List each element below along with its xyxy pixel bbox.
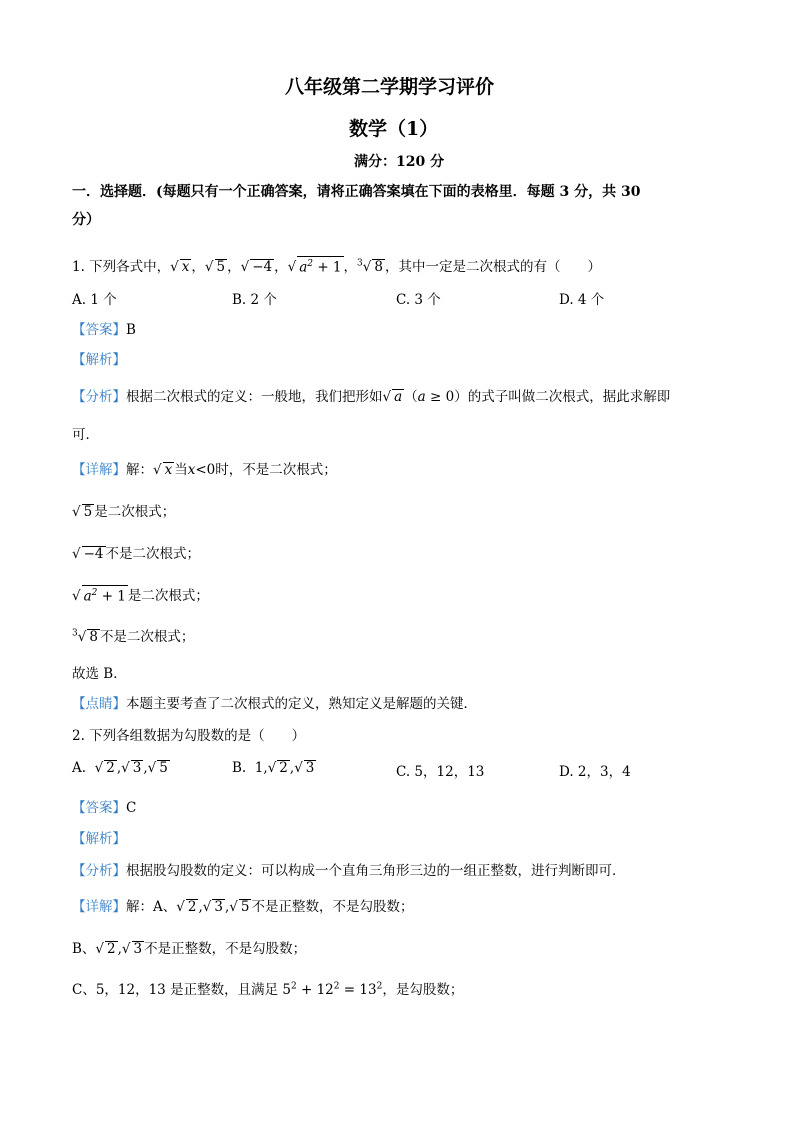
detail-tag-2: 【详解】 bbox=[72, 899, 126, 915]
fenxi-tag-2: 【分析】 bbox=[72, 863, 126, 879]
q1-detail-5: $^3$√ 8 不是二次根式； bbox=[72, 628, 195, 645]
q1-stem: 1. 下列各式中，√ x ，√ 5 ，√ −4 ，√ $a^2 + 1$ ，$^3$√ 8 ，其中一定是二次根式的有（ ） bbox=[72, 255, 601, 275]
q2-detail-c-prefix: C、5，12，13 是正整数，且满足 bbox=[72, 982, 279, 998]
q2-option-c: C. 5，12，13 bbox=[396, 764, 485, 780]
q1-option-b: B. 2 个 bbox=[232, 292, 277, 308]
q2-fenxi-text: 根据股勾股数的定义：可以构成一个直角三角形三边的一组正整数，进行判断即可． bbox=[126, 863, 626, 879]
q1-stem-suffix: ，其中一定是二次根式的有（ ） bbox=[384, 259, 601, 275]
q1-point bbox=[72, 692, 477, 712]
q1-detail-1a: 解： bbox=[126, 462, 153, 478]
q1-option-d: D. 4 个 bbox=[559, 292, 605, 308]
q1-fenxi-line2: 可． bbox=[72, 427, 99, 443]
q2-detail-b: B、√ 2 ,√ 3 不是正整数，不是勾股数； bbox=[72, 941, 307, 957]
q2-option-d: D. 2，3，4 bbox=[559, 764, 631, 780]
q1-detail-3: √ −4 不是二次根式； bbox=[72, 546, 201, 562]
fenxi-tag: 【分析】 bbox=[72, 389, 126, 405]
q1-detail-6: 故选 B． bbox=[72, 666, 127, 682]
detail-tag: 【详解】 bbox=[72, 462, 126, 478]
q1-detail-2: √ 5 是二次根式； bbox=[72, 504, 176, 520]
full-score: 满分：120 分 bbox=[354, 154, 445, 170]
q1-stem-prefix: 1. 下列各式中， bbox=[72, 259, 171, 275]
point-tag: 【点睛】 bbox=[72, 696, 126, 712]
q2-answer bbox=[72, 796, 136, 816]
q1-fenxi-text1: 根据二次根式的定义：一般地，我们把形如 bbox=[126, 389, 383, 405]
q1-detail-5-text: 不是二次根式； bbox=[99, 629, 195, 645]
q1-option-c: C. 3 个 bbox=[396, 292, 441, 308]
q1-point-text: 本题主要考查了二次根式的定义，熟知定义是解题的关键． bbox=[126, 696, 477, 712]
q1-fenxi: 【分析】根据二次根式的定义：一般地，我们把形如√ a （a ≥ 0）的式子叫做二次根式，据此求解即 bbox=[72, 389, 671, 405]
q2-analysis-tag: 【解析】 bbox=[72, 831, 126, 847]
q2-answer-value: C bbox=[126, 800, 137, 816]
answer-tag: 【答案】 bbox=[72, 322, 126, 338]
q1-detail-1: 【详解】解：√ x 当x<0时，不是二次根式； bbox=[72, 462, 337, 478]
q2-option-b-label: B. bbox=[232, 760, 247, 776]
answer-tag-2: 【答案】 bbox=[72, 800, 126, 816]
q1-answer bbox=[72, 318, 136, 338]
q1-analysis-tag: 【解析】 bbox=[72, 352, 126, 368]
q2-detail-b-suffix: 不是正整数，不是勾股数； bbox=[144, 941, 307, 957]
q2-stem: 2. 下列各组数据为勾股数的是（ ） bbox=[72, 728, 306, 744]
q1-answer-value: B bbox=[126, 322, 136, 338]
q1-detail-4: √ $a^2 + 1$ 是二次根式； bbox=[72, 584, 209, 604]
section-heading-line2: 分） bbox=[72, 212, 100, 228]
q2-option-b: B. 1,√ 2 ,√ 3 bbox=[232, 760, 315, 776]
q2-detail-a-prefix: 解：A、 bbox=[126, 899, 177, 915]
q1-option-a: A. 1 个 bbox=[72, 292, 117, 308]
q2-detail-a: 【详解】解：A、√ 2 ,√ 3 ,√ 5 不是正整数，不是勾股数； bbox=[72, 899, 414, 915]
q2-option-a: A. √ 2 ,√ 3 ,√ 5 bbox=[72, 760, 168, 776]
section-heading bbox=[72, 178, 640, 234]
q2-fenxi bbox=[72, 859, 626, 879]
q2-detail-a-suffix: 不是正整数，不是勾股数； bbox=[251, 899, 414, 915]
document-title: 八年级第二学期学习评价 bbox=[285, 76, 495, 98]
q1-detail-1b: 当 bbox=[174, 462, 188, 478]
q2-option-a-label: A. bbox=[72, 760, 87, 776]
q1-detail-2-text: 是二次根式； bbox=[94, 504, 176, 520]
q2-detail-c: C、5，12，13 是正整数，且满足 $5^2 + 12^2 = 13^2$，是勾股数； bbox=[72, 981, 464, 998]
document-subtitle: 数学（1） bbox=[349, 118, 439, 140]
q1-detail-4-text: 是二次根式； bbox=[127, 588, 209, 604]
section-heading-line1: 一．选择题．(每题只有一个正确答案，请将正确答案填在下面的表格里．每题 3 分，共 30 bbox=[72, 184, 641, 200]
q1-fenxi-text2: 的式子叫做二次根式，据此求解即 bbox=[467, 389, 671, 405]
q2-detail-c-suffix: ，是勾股数； bbox=[382, 982, 464, 998]
q1-detail-3-text: 不是二次根式； bbox=[105, 546, 201, 562]
q1-detail-1c: 时，不是二次根式； bbox=[215, 462, 337, 478]
q2-detail-b-prefix: B、 bbox=[72, 941, 96, 957]
